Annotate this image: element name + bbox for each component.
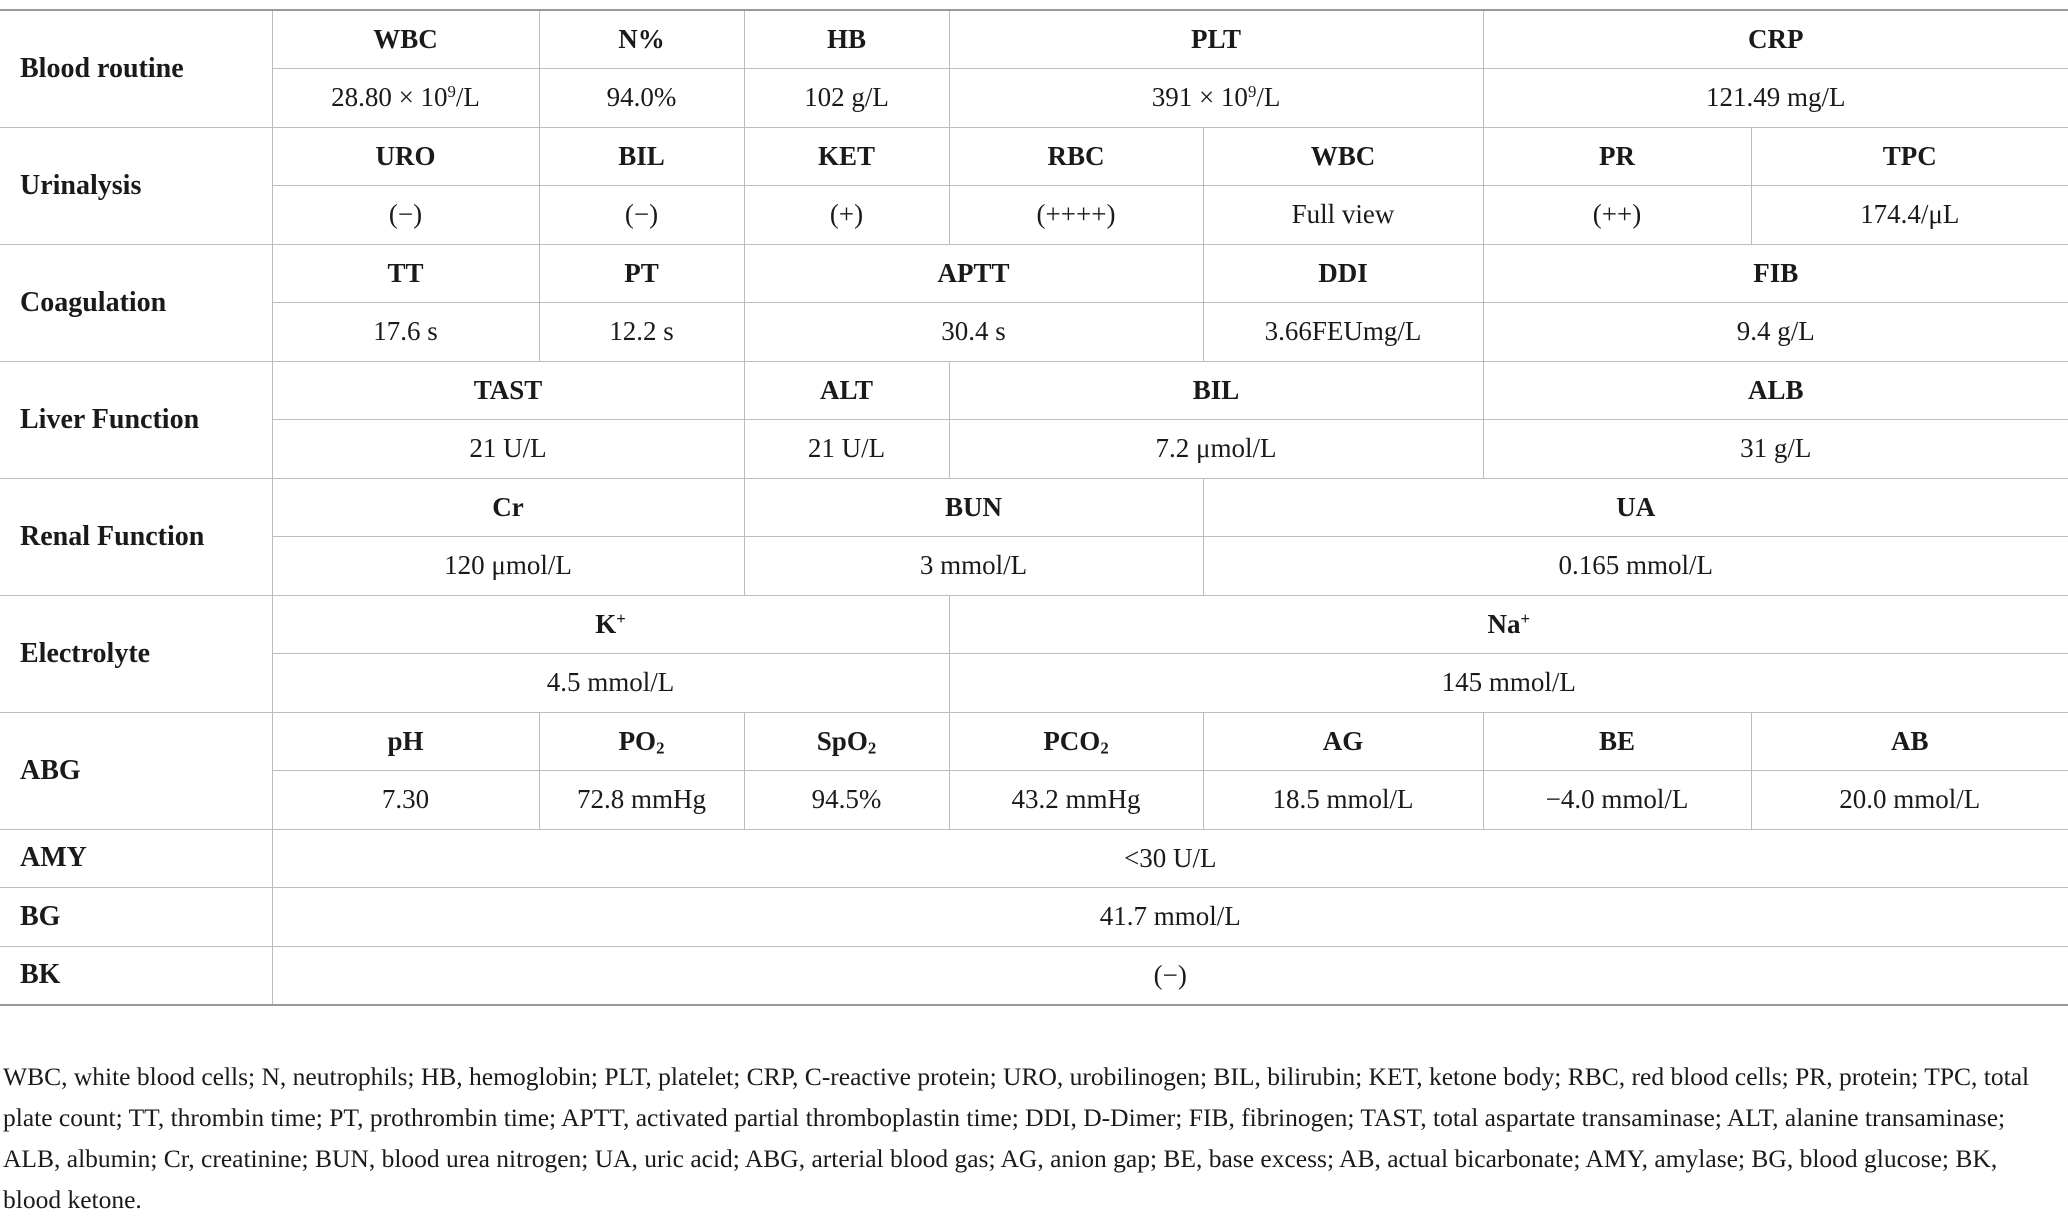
header-pco2-subscript: 2 xyxy=(1100,738,1109,758)
header-urine-wbc: WBC xyxy=(1203,127,1483,186)
header-potassium xyxy=(272,595,949,654)
header-rbc: RBC xyxy=(949,127,1203,186)
table-row xyxy=(0,127,2068,186)
value-bil: (−) xyxy=(539,186,744,245)
header-alb: ALB xyxy=(1483,361,2068,420)
value-cr: 120 μmol/L xyxy=(272,537,744,596)
header-sodium-charge: + xyxy=(1520,608,1531,628)
value-ddi: 3.66FEUmg/L xyxy=(1203,303,1483,362)
table-row xyxy=(0,829,2068,888)
value-be: −4.0 mmol/L xyxy=(1483,771,1751,830)
value-bun: 3 mmol/L xyxy=(744,537,1203,596)
category-amy: AMY xyxy=(0,829,272,888)
category-liver-function: Liver Function xyxy=(0,361,272,478)
header-ph: pH xyxy=(272,712,539,771)
value-plt xyxy=(949,69,1483,128)
category-blood-routine: Blood routine xyxy=(0,10,272,127)
header-potassium-charge: + xyxy=(616,608,626,628)
value-tt: 17.6 s xyxy=(272,303,539,362)
header-tpc: TPC xyxy=(1751,127,2068,186)
value-plt-unit: /L xyxy=(1256,82,1281,113)
category-coagulation: Coagulation xyxy=(0,244,272,361)
table-row xyxy=(0,10,2068,69)
header-fib: FIB xyxy=(1483,244,2068,303)
value-aptt: 30.4 s xyxy=(744,303,1203,362)
table-row xyxy=(0,595,2068,654)
table-row xyxy=(0,888,2068,947)
value-po2: 72.8 mmHg xyxy=(539,771,744,830)
value-potassium: 4.5 mmol/L xyxy=(272,654,949,713)
header-ab: AB xyxy=(1751,712,2068,771)
value-plt-base: 391 × 10 xyxy=(1151,82,1248,113)
header-ua: UA xyxy=(1203,478,2068,537)
value-wbc xyxy=(272,69,539,128)
header-pco2-base: PCO xyxy=(1043,725,1101,756)
value-wbc-unit: /L xyxy=(455,82,480,113)
value-crp: 121.49 mg/L xyxy=(1483,69,2068,128)
value-pco2: 43.2 mmHg xyxy=(949,771,1203,830)
value-tast: 21 U/L xyxy=(272,420,744,479)
category-electrolyte: Electrolyte xyxy=(0,595,272,712)
value-ag: 18.5 mmol/L xyxy=(1203,771,1483,830)
header-alt: ALT xyxy=(744,361,949,420)
header-sodium-symbol: Na xyxy=(1487,608,1521,639)
header-wbc: WBC xyxy=(272,10,539,69)
table-row xyxy=(0,420,2068,479)
header-bil: BIL xyxy=(539,127,744,186)
value-uro: (−) xyxy=(272,186,539,245)
header-po2-subscript: 2 xyxy=(656,738,665,758)
table-row xyxy=(0,478,2068,537)
header-tt: TT xyxy=(272,244,539,303)
header-be: BE xyxy=(1483,712,1751,771)
value-fib: 9.4 g/L xyxy=(1483,303,2068,362)
header-ddi: DDI xyxy=(1203,244,1483,303)
value-ket: (+) xyxy=(744,186,949,245)
value-plt-exponent: 9 xyxy=(1247,82,1257,102)
value-n-percent: 94.0% xyxy=(539,69,744,128)
value-ph: 7.30 xyxy=(272,771,539,830)
value-urine-wbc: Full view xyxy=(1203,186,1483,245)
value-wbc-base: 28.80 × 10 xyxy=(331,82,448,113)
category-renal-function: Renal Function xyxy=(0,478,272,595)
table-row xyxy=(0,712,2068,771)
value-tpc: 174.4/μL xyxy=(1751,186,2068,245)
table-row xyxy=(0,654,2068,713)
header-liver-bil: BIL xyxy=(949,361,1483,420)
header-pt: PT xyxy=(539,244,744,303)
value-alb: 31 g/L xyxy=(1483,420,2068,479)
header-ket: KET xyxy=(744,127,949,186)
header-crp: CRP xyxy=(1483,10,2068,69)
value-bg: 41.7 mmol/L xyxy=(272,888,2068,947)
header-potassium-symbol: K xyxy=(595,608,617,639)
header-aptt: APTT xyxy=(744,244,1203,303)
table-row xyxy=(0,69,2068,128)
header-n-percent: N% xyxy=(539,10,744,69)
header-po2-base: PO xyxy=(618,725,657,756)
table-row xyxy=(0,946,2068,1005)
header-bun: BUN xyxy=(744,478,1203,537)
header-po2 xyxy=(539,712,744,771)
header-sodium xyxy=(949,595,2068,654)
value-alt: 21 U/L xyxy=(744,420,949,479)
value-sodium: 145 mmol/L xyxy=(949,654,2068,713)
table-row xyxy=(0,186,2068,245)
value-ab: 20.0 mmol/L xyxy=(1751,771,2068,830)
table-row xyxy=(0,244,2068,303)
header-spo2 xyxy=(744,712,949,771)
category-bk: BK xyxy=(0,946,272,1005)
table-row xyxy=(0,303,2068,362)
header-spo2-subscript: 2 xyxy=(867,738,877,758)
lab-results-table xyxy=(0,9,2068,1006)
value-liver-bil: 7.2 μmol/L xyxy=(949,420,1483,479)
header-pr: PR xyxy=(1483,127,1751,186)
value-spo2: 94.5% xyxy=(744,771,949,830)
header-tast: TAST xyxy=(272,361,744,420)
value-hb: 102 g/L xyxy=(744,69,949,128)
value-bk: (−) xyxy=(272,946,2068,1005)
header-ag: AG xyxy=(1203,712,1483,771)
table-footnote: WBC, white blood cells; N, neutrophils; HB, hemoglobin; PLT, platelet; CRP, C-reactive protein; URO, urobilinogen; BIL, bilirubin; KET, ketone body; RBC, red blood cells; PR, protein; TPC, total plate count; TT, thrombin time; PT, prothrombin time; APTT, activated partial thromboplastin time; DDI, D-Dimer; FIB, fibrinogen; TAST, total aspartate transaminase; ALT, alanine transaminase; ALB, albumin; Cr, creatinine; BUN, blood urea nitrogen; UA, uric acid; ABG, arterial blood gas; AG, anion gap; BE, base excess; AB, actual bicarbonate; AMY, amylase; BG, blood glucose; BK, blood ketone. xyxy=(3,1062,2030,1214)
value-pt: 12.2 s xyxy=(539,303,744,362)
value-amy: <30 U/L xyxy=(272,829,2068,888)
header-cr: Cr xyxy=(272,478,744,537)
header-uro: URO xyxy=(272,127,539,186)
value-pr: (++) xyxy=(1483,186,1751,245)
table-row xyxy=(0,537,2068,596)
value-rbc: (++++) xyxy=(949,186,1203,245)
header-hb: HB xyxy=(744,10,949,69)
value-wbc-exponent: 9 xyxy=(447,82,456,102)
header-spo2-base: SpO xyxy=(816,725,868,756)
category-abg: ABG xyxy=(0,712,272,829)
value-ua: 0.165 mmol/L xyxy=(1203,537,2068,596)
table-row xyxy=(0,361,2068,420)
category-bg: BG xyxy=(0,888,272,947)
header-plt: PLT xyxy=(949,10,1483,69)
header-pco2 xyxy=(949,712,1203,771)
category-urinalysis: Urinalysis xyxy=(0,127,272,244)
table-row xyxy=(0,771,2068,830)
